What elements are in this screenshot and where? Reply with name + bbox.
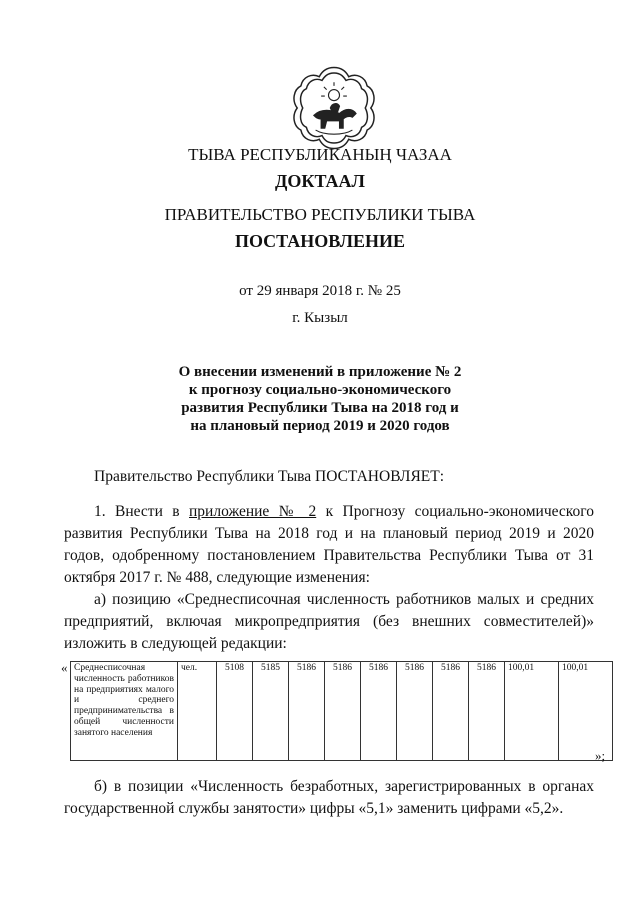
emblem-icon (288, 62, 380, 154)
item-1-paragraph (64, 501, 594, 589)
unit-cell: чел. (178, 662, 217, 761)
title-line: развития Республики Тыва на 2018 год и (181, 400, 459, 416)
table-open-quote: « (61, 660, 68, 675)
indicator-name-cell: Среднесписочная численность работников на предприятиях малого и среднего предпринимательства в общей численности занятого населения (71, 662, 178, 761)
title-line: О внесении изменений в приложение № 2 (178, 364, 462, 380)
title-line: к прогнозу социально-экономического (188, 382, 452, 398)
value-cell: 5186 (469, 662, 505, 761)
document-date: от 29 января 2018 г. № 25 (239, 283, 401, 299)
appendix-link[interactable]: приложение № 2 (189, 503, 317, 520)
value-cell: 5185 (253, 662, 289, 761)
value-cell: 5186 (397, 662, 433, 761)
intro-paragraph: Правительство Республики Тыва ПОСТАНОВЛЯЕТ: (94, 468, 445, 485)
value-cell: 5108 (217, 662, 253, 761)
percent-cell: 100,01 (559, 662, 613, 761)
header-line-doktaal: ДОКТААЛ (275, 171, 365, 191)
percent-cell: 100,01 (505, 662, 559, 761)
item-1-prefix: 1. Внести в (94, 503, 190, 520)
header-line-resolution: ПОСТАНОВЛЕНИЕ (234, 231, 406, 251)
item-b-paragraph: б) в позиции «Численность безработных, зарегистрированных в органах государственной службы занятости» цифры «5,1» заменить цифрами «5,2». (64, 778, 594, 817)
item-a-paragraph: а) позицию «Среднесписочная численность работников малых и средних предприятий, включая микропредприятия (без внешних совместителей)» изложить в следующей редакции: (64, 591, 594, 652)
item-1-text: к Прогнозу социально-экономического развития Республики Тыва на 2018 год и на плановый период 2019 и 2020 годов, одобренному постановлением Правительства Республики Тыва от 31 октября 2017 г. № 488, следующие изменения: (64, 503, 594, 586)
title-line: на плановый период 2019 и 2020 годов (190, 418, 450, 434)
table-close-quote: »; (595, 748, 606, 763)
value-cell: 5186 (433, 662, 469, 761)
header-line-tuvan-government: ТЫВА РЕСПУБЛИКАНЫҢ ЧАЗАА (188, 145, 452, 164)
value-cell: 5186 (289, 662, 325, 761)
document-title (0, 363, 640, 435)
value-cell: 5186 (361, 662, 397, 761)
value-cell: 5186 (325, 662, 361, 761)
header-line-government: ПРАВИТЕЛЬСТВО РЕСПУБЛИКИ ТЫВА (164, 205, 476, 224)
indicator-table (70, 661, 613, 761)
document-city: г. Кызыл (292, 310, 348, 326)
table-row (71, 662, 613, 761)
